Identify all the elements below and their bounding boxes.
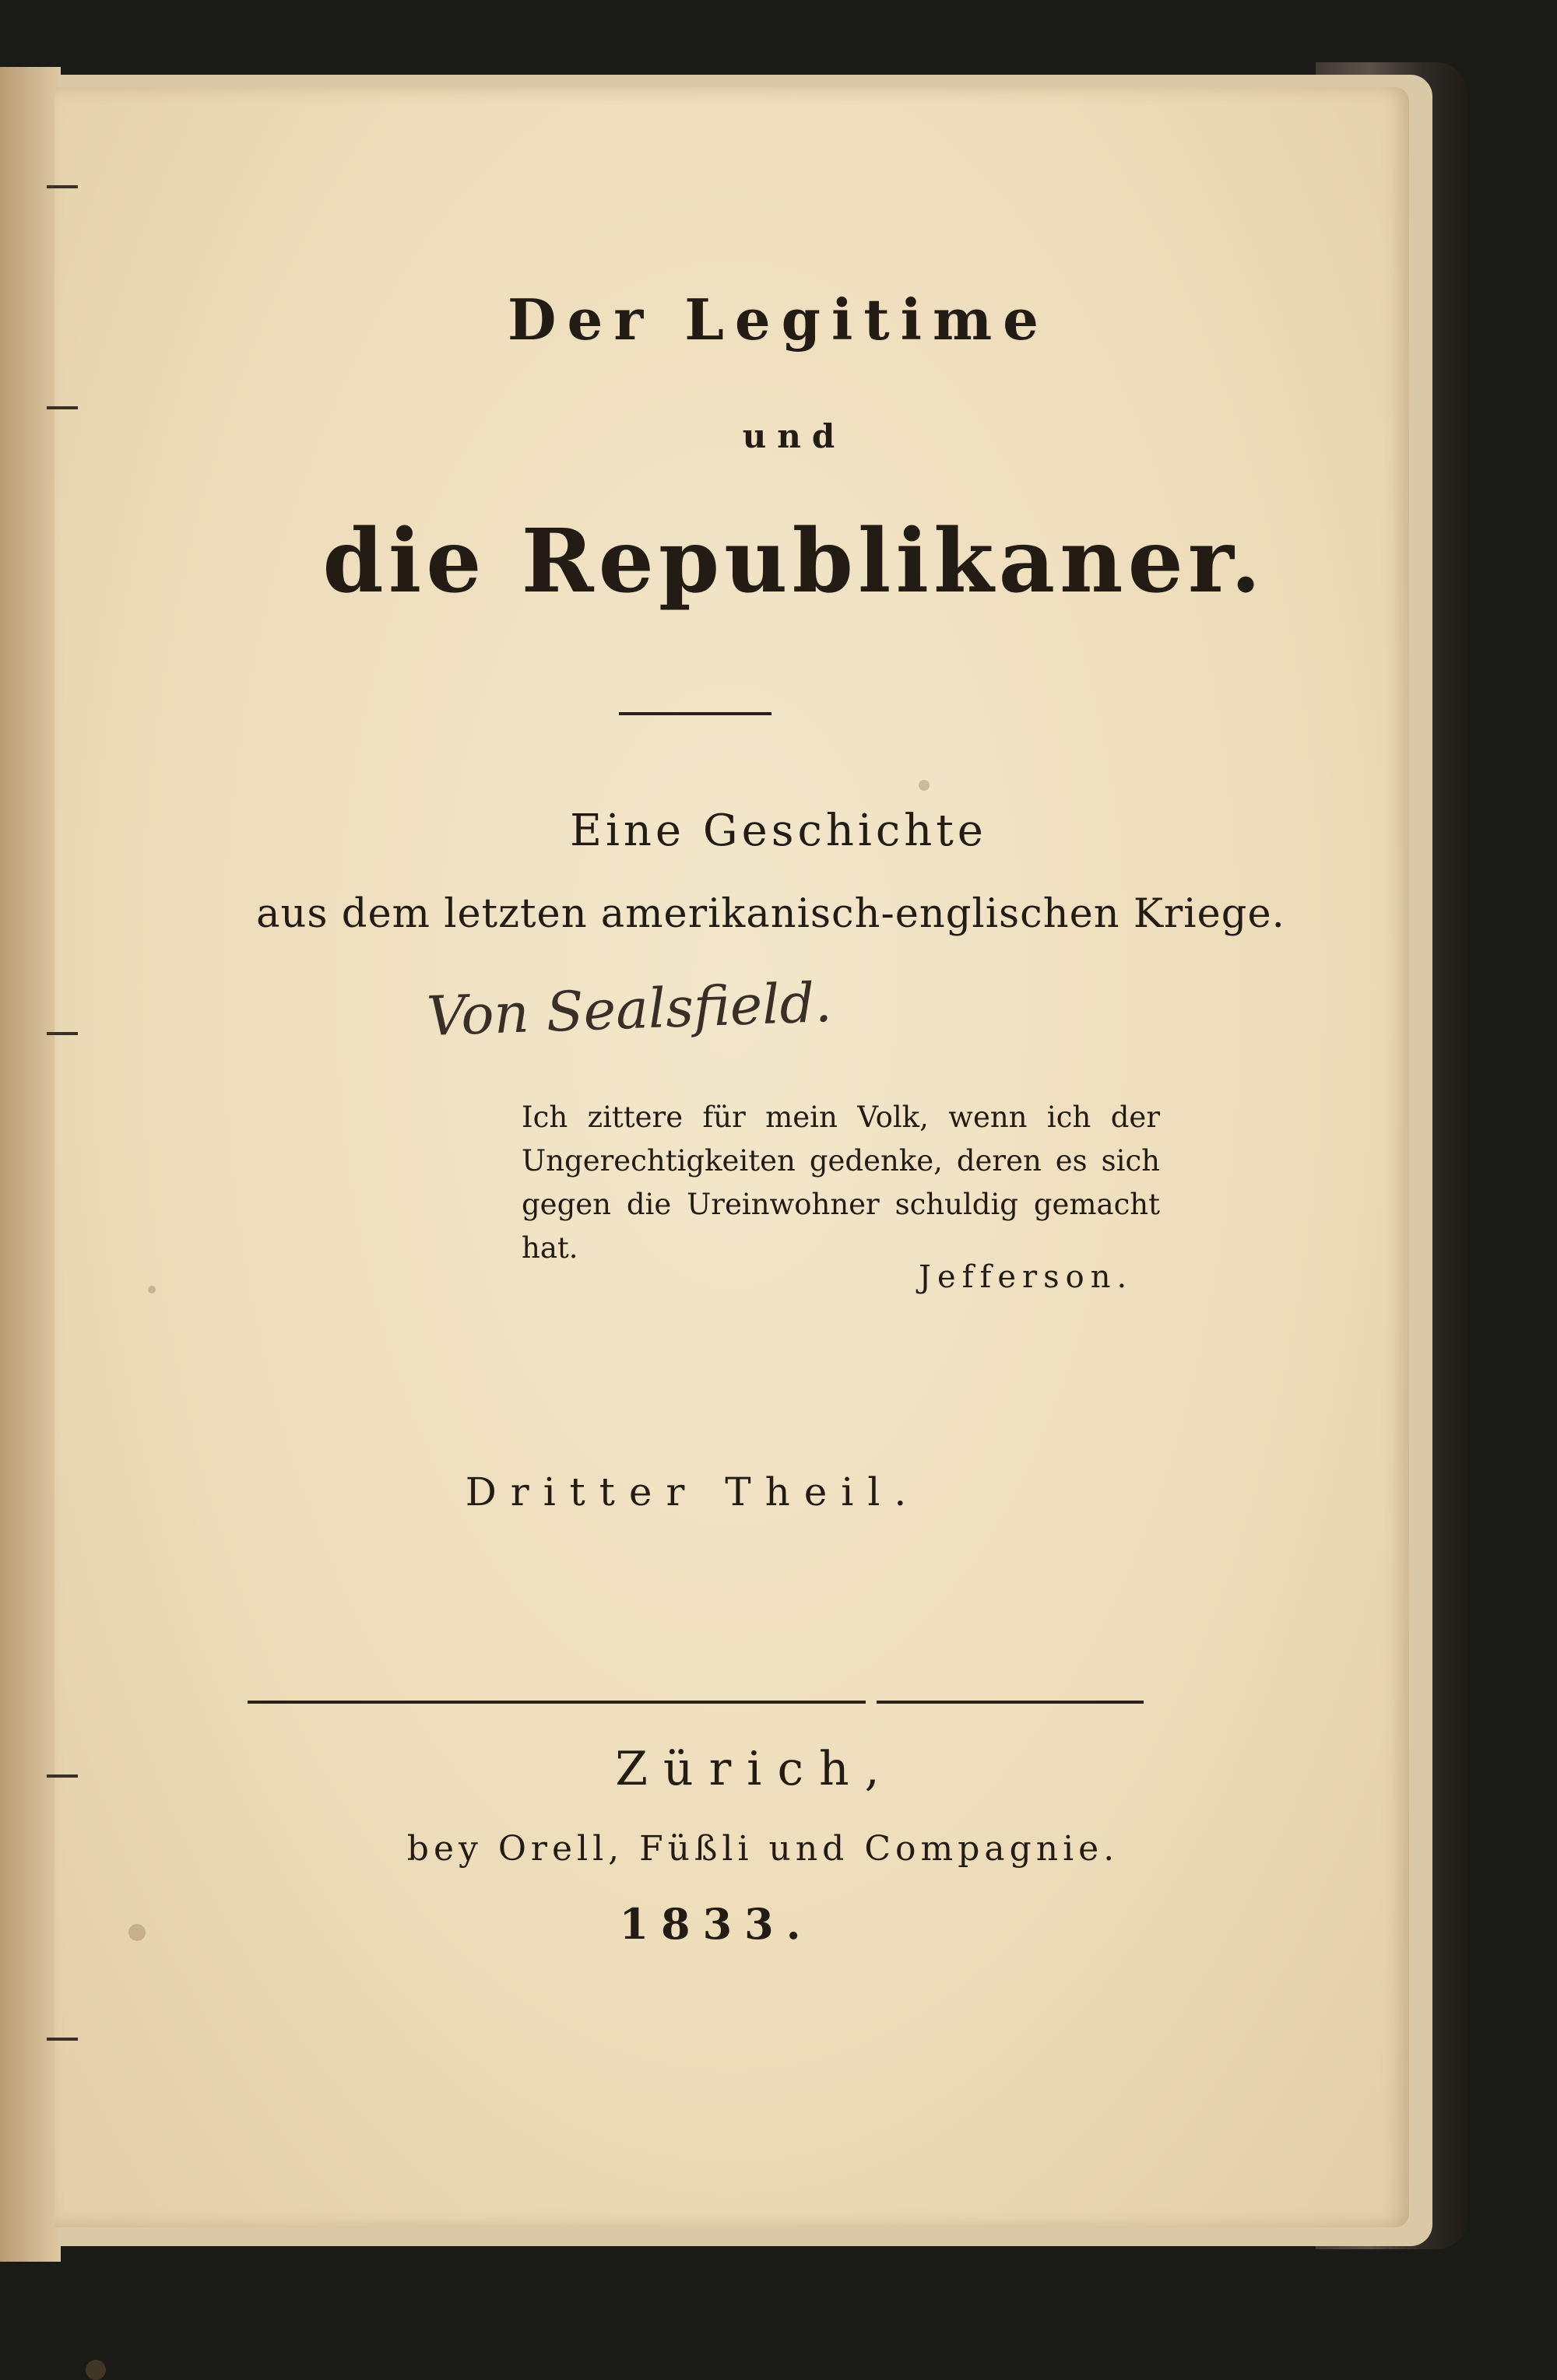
- imprint-year: 1833.: [619, 1899, 814, 1949]
- foxing-spot: [86, 2360, 106, 2380]
- epigraph-attribution: Jefferson.: [919, 1259, 1133, 1295]
- foxing-spot: [919, 780, 930, 791]
- volume-label: Dritter Theil.: [465, 1469, 921, 1515]
- binding-thread-mark: [47, 185, 78, 188]
- subtitle-line-2: aus dem letzten amerikanisch-englischen Kriege.: [256, 891, 1285, 937]
- binding-thread-mark: [47, 406, 78, 409]
- subtitle-line-1: Eine Geschichte: [570, 806, 987, 856]
- foxing-spot: [148, 1286, 156, 1294]
- handwritten-author-inscription: Von Sealsfield.: [425, 970, 833, 1049]
- epigraph-quote: Ich zittere für mein Volk, wenn ich der Ungerechtigkeiten gedenke, deren es sich gegen die Ureinwohner schuldig gemacht hat.: [522, 1100, 1160, 1265]
- title-connector: und: [742, 417, 846, 455]
- imprint-divider-left: [248, 1701, 866, 1704]
- binding-thread-mark: [47, 2038, 78, 2041]
- imprint-publisher: bey Orell, Füßli und Compagnie.: [406, 1829, 1119, 1869]
- imprint-place: Zürich,: [615, 1742, 895, 1796]
- binding-thread-mark: [47, 1032, 78, 1035]
- imprint-divider-right: [877, 1701, 1144, 1704]
- title-divider: [619, 712, 771, 715]
- title-line-2: die Republikaner.: [322, 511, 1266, 613]
- title-line-1: Der Legitime: [508, 286, 1049, 353]
